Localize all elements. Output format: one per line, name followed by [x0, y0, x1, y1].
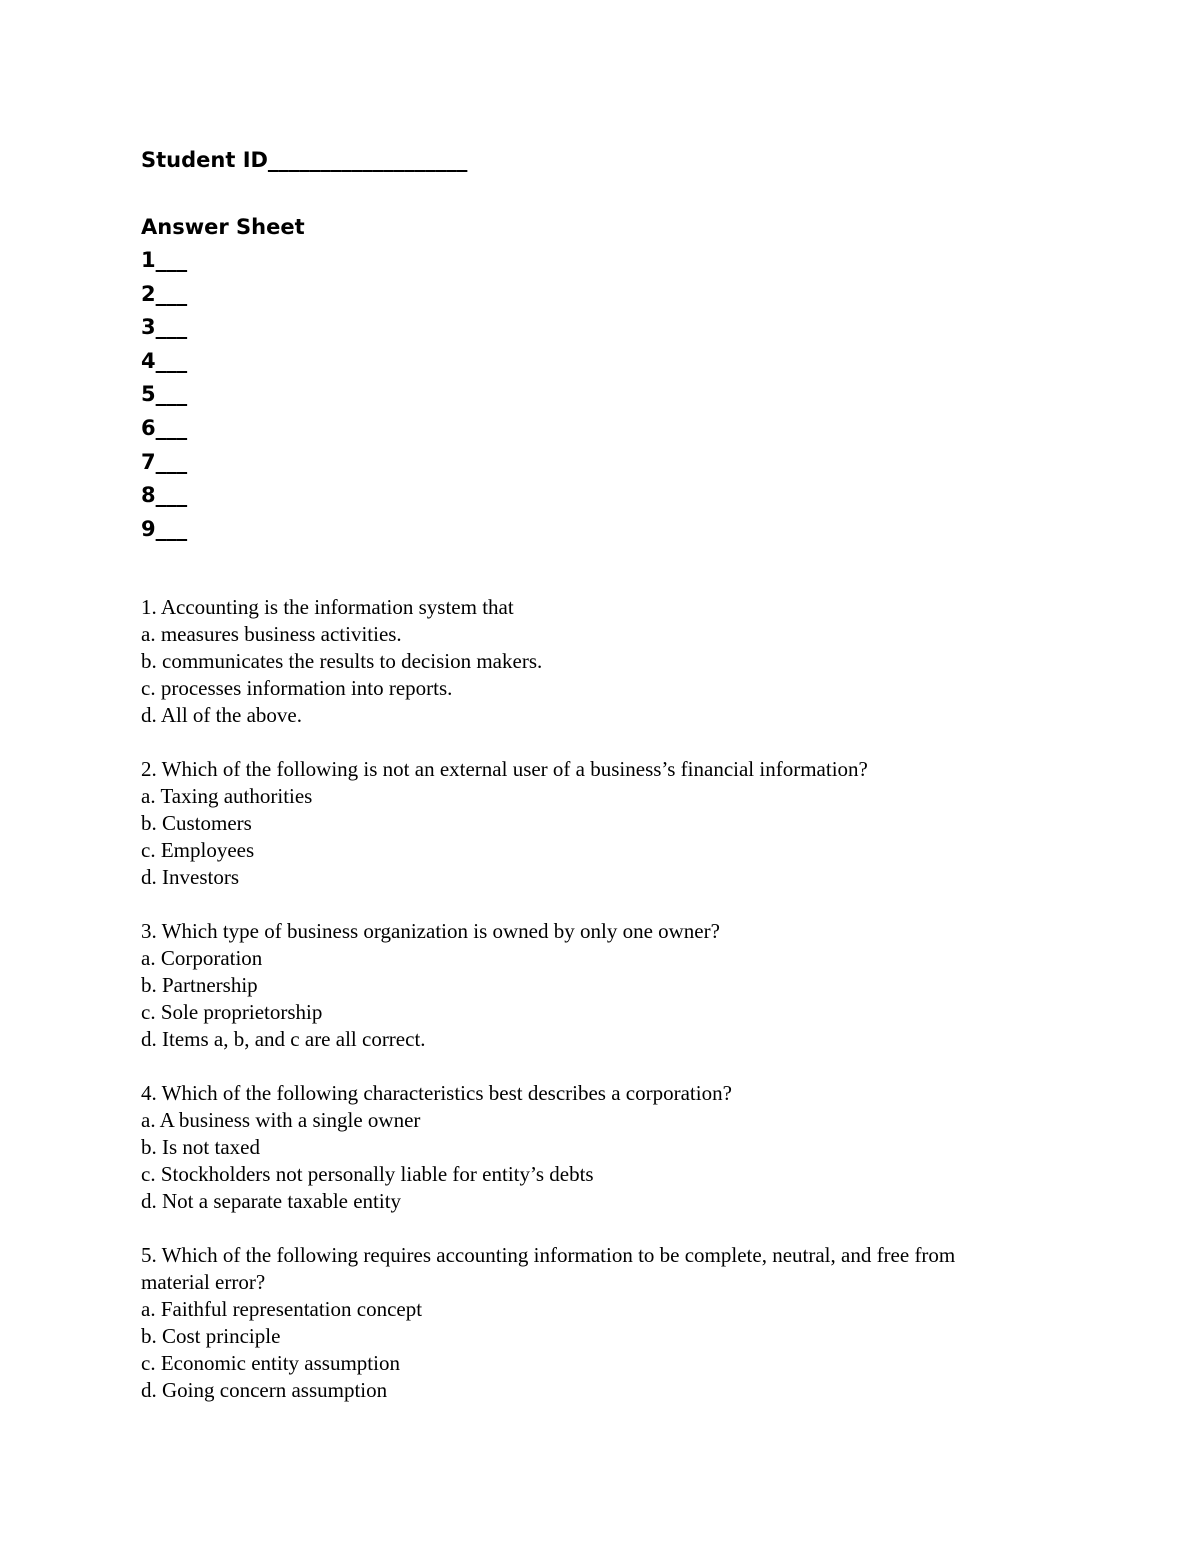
question-text: 2. Which of the following is not an external user of a business’s financial information?	[141, 757, 868, 782]
option-c: c. Employees	[141, 838, 255, 863]
answer-sheet-title: Answer Sheet	[141, 215, 305, 239]
option-d: d. Not a separate taxable entity	[141, 1189, 402, 1214]
option-b: b. Cost principle	[141, 1324, 281, 1349]
answer-line-9: 9___	[141, 516, 188, 541]
question-text: 3. Which type of business organization is owned by only one owner?	[141, 919, 720, 944]
question-text: 1. Accounting is the information system that	[141, 595, 514, 620]
answer-line-5: 5___	[141, 382, 188, 407]
option-b: b. Partnership	[141, 973, 258, 998]
question-5	[141, 1242, 1121, 1404]
question-2	[141, 756, 1121, 891]
option-b: b. Is not taxed	[141, 1135, 260, 1160]
answer-line-3: 3___	[141, 315, 188, 340]
question-list	[141, 594, 1121, 1404]
option-b: b. Customers	[141, 811, 252, 836]
option-a: a. A business with a single owner	[141, 1108, 421, 1133]
option-b: b. communicates the results to decision makers.	[141, 649, 543, 674]
document-page	[141, 143, 1121, 1431]
option-d: d. Items a, b, and c are all correct.	[141, 1027, 426, 1052]
answer-line-4: 4___	[141, 348, 188, 373]
option-c: c. Stockholders not personally liable for entity’s debts	[141, 1162, 594, 1187]
option-a: a. measures business activities.	[141, 622, 402, 647]
student-id-field: Student ID___________________	[141, 148, 468, 172]
question-text: 5. Which of the following requires accounting information to be complete, neutral, and free from material error?	[141, 1243, 956, 1295]
answer-line-6: 6___	[141, 415, 188, 440]
option-d: d. Going concern assumption	[141, 1378, 388, 1403]
option-a: a. Faithful representation concept	[141, 1297, 423, 1322]
option-c: c. processes information into reports.	[141, 676, 453, 701]
answer-line-1: 1___	[141, 248, 188, 272]
option-a: a. Taxing authorities	[141, 784, 313, 809]
question-3	[141, 918, 1121, 1053]
answer-line-7: 7___	[141, 449, 188, 474]
answer-line-2: 2___	[141, 281, 188, 306]
question-4	[141, 1080, 1121, 1215]
answer-line-8: 8___	[141, 483, 188, 508]
option-c: c. Economic entity assumption	[141, 1351, 400, 1376]
question-text: 4. Which of the following characteristics best describes a corporation?	[141, 1081, 732, 1106]
option-a: a. Corporation	[141, 946, 263, 971]
option-d: d. Investors	[141, 865, 239, 890]
answer-sheet-list	[141, 244, 1121, 546]
option-d: d. All of the above.	[141, 703, 302, 728]
question-1	[141, 594, 1121, 729]
option-c: c. Sole proprietorship	[141, 1000, 323, 1025]
